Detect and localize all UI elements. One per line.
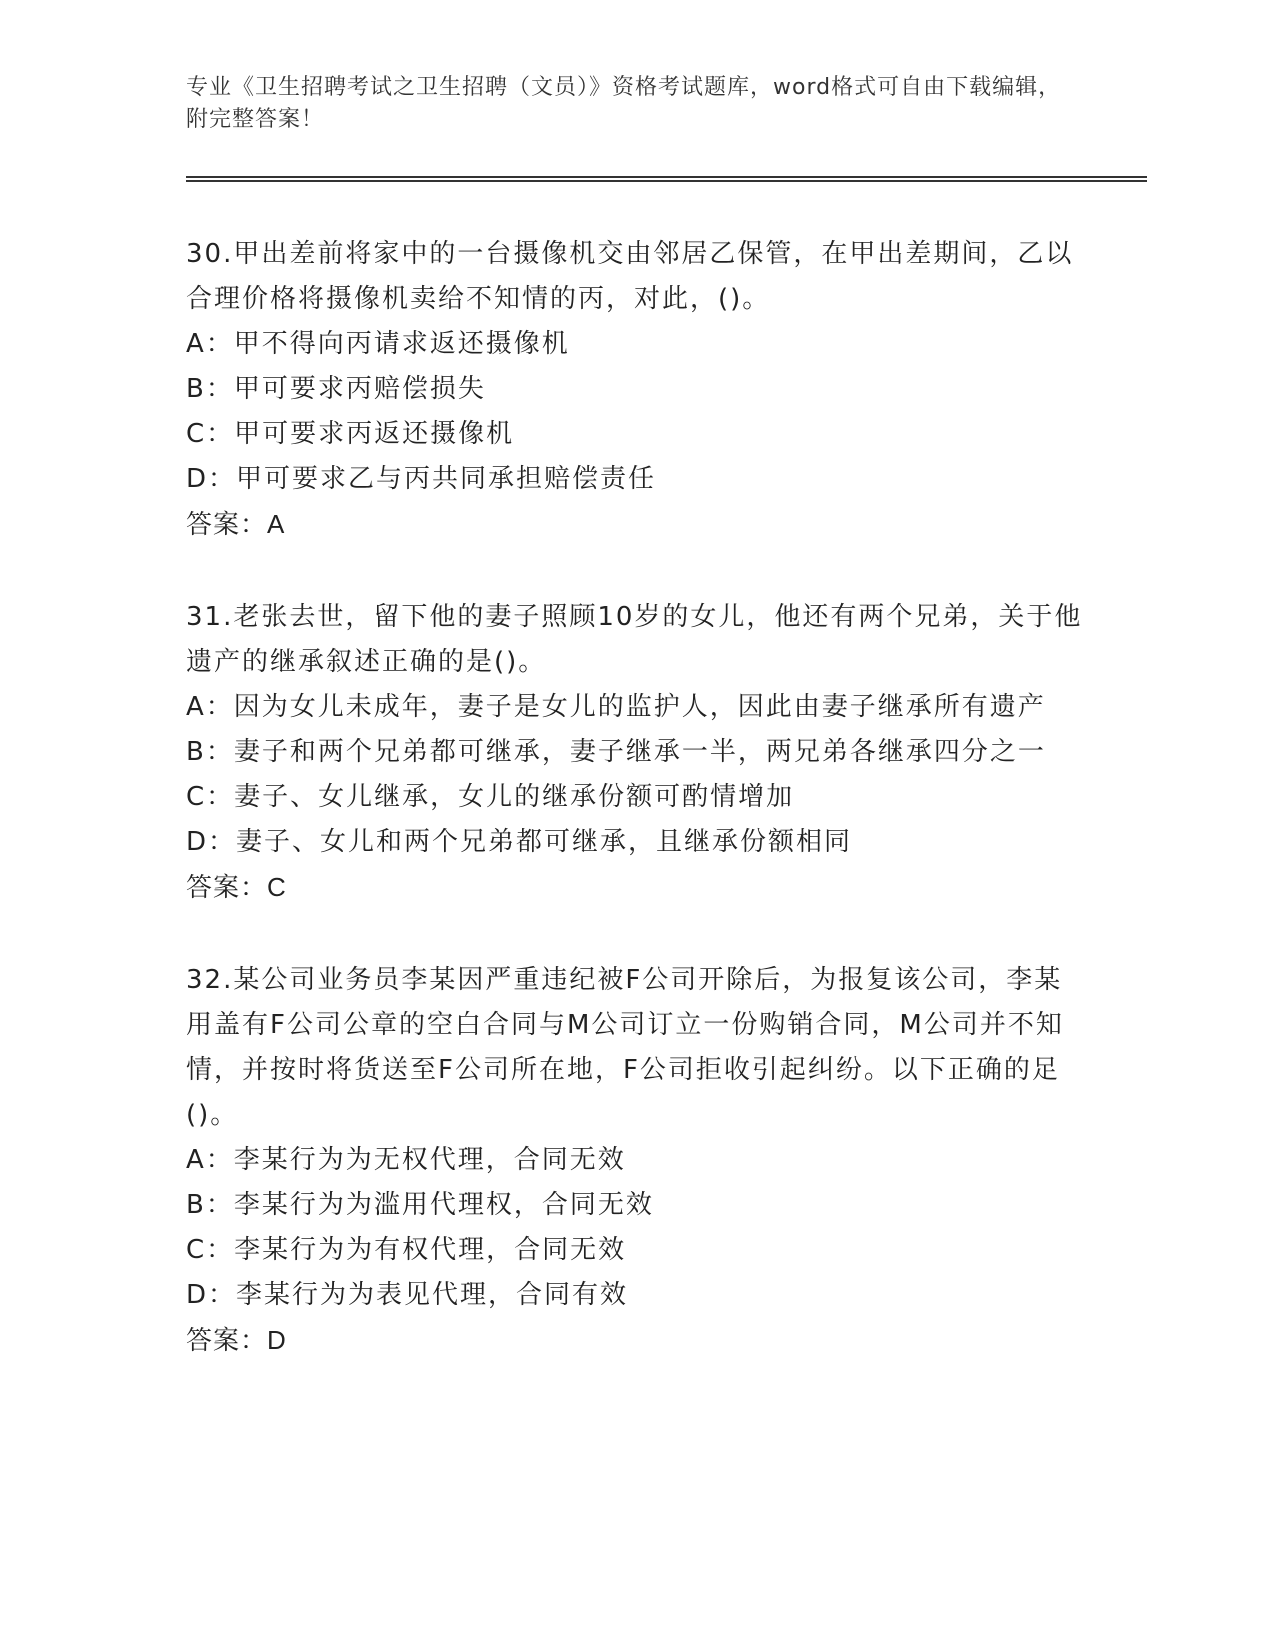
option-a: A：甲不得向丙请求返还摄像机 [186,329,570,359]
answer-line [186,1318,1086,1364]
question-31 [186,595,1086,911]
question-32 [186,958,1086,1364]
header-text: 专业《卫生招聘考试之卫生招聘（文员）》资格考试题库，word格式可自由下载编辑，附完整答案！ [186,75,1062,132]
answer-label: 答案： [186,1326,268,1356]
option-a: A：因为女儿未成年，妻子是女儿的监护人，因此由妻子继承所有遗产 [186,692,1046,722]
answer-label: 答案： [186,873,268,903]
option-d: D：甲可要求乙与丙共同承担赔偿责任 [186,464,657,494]
answer-value: A [267,509,286,539]
document-header [186,72,1066,136]
answer-line [186,865,1086,911]
answer-value: C [267,872,287,902]
option-b: B：甲可要求丙赔偿损失 [186,374,486,404]
question-stem: 30.甲出差前将家中的一台摄像机交由邻居乙保管，在甲出差期间，乙以合理价格将摄像机卖给不知情的丙，对此，()。 [186,239,1074,314]
option-b: B：妻子和两个兄弟都可继承，妻子继承一半，两兄弟各继承四分之一 [186,737,1046,767]
answer-label: 答案： [186,510,268,540]
option-d: D：李某行为为表见代理，合同有效 [186,1280,629,1310]
option-b: B：李某行为为滥用代理权，合同无效 [186,1190,654,1220]
question-30 [186,232,1086,548]
option-c: C：李某行为为有权代理，合同无效 [186,1235,627,1265]
question-stem: 32.某公司业务员李某因严重违纪被F公司开除后，为报复该公司，李某用盖有F公司公章的空白合同与M公司订立一份购销合同，M公司并不知情，并按时将货送至F公司所在地，F公司拒收引起纠纷。以下正确的足()。 [186,965,1064,1130]
header-divider [186,176,1147,182]
option-a: A：李某行为为无权代理，合同无效 [186,1145,626,1175]
answer-line [186,502,1086,548]
option-d: D：妻子、女儿和两个兄弟都可继承，且继承份额相同 [186,827,853,857]
question-stem: 31.老张去世，留下他的妻子照顾10岁的女儿，他还有两个兄弟，关于他遗产的继承叙述正确的是()。 [186,602,1083,677]
answer-value: D [267,1325,287,1355]
option-c: C：妻子、女儿继承，女儿的继承份额可酌情增加 [186,782,795,812]
option-c: C：甲可要求丙返还摄像机 [186,419,515,449]
